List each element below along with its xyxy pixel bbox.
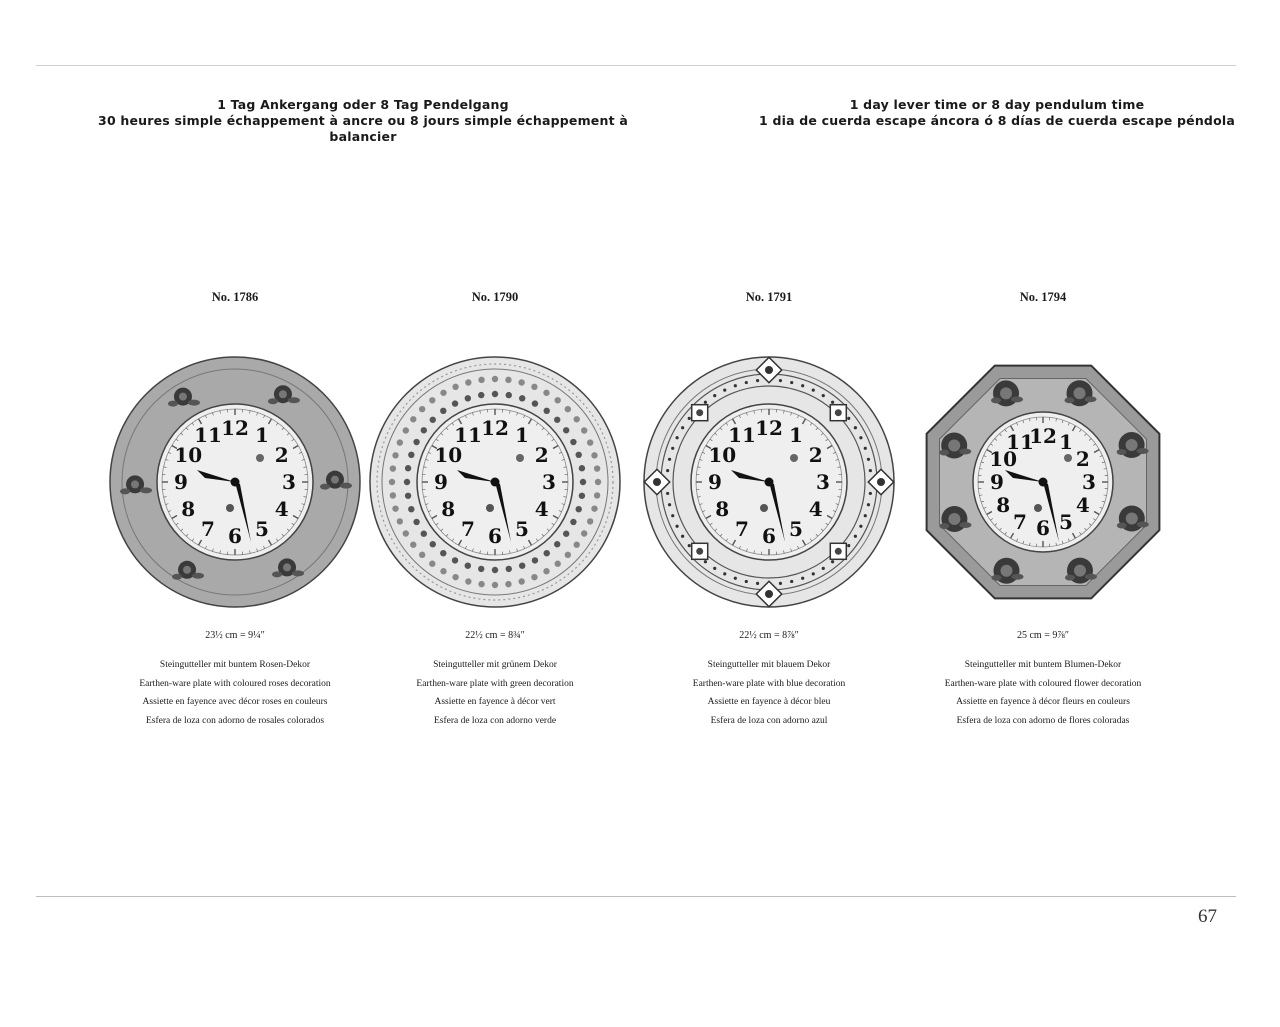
dial-numeral: 12: [755, 416, 783, 440]
wreath-leaf: [581, 530, 587, 536]
band-dot: [745, 580, 748, 583]
band-dot: [713, 567, 716, 570]
band-dot: [831, 560, 834, 563]
band-dot: [831, 401, 834, 404]
wreath-leaf: [452, 384, 458, 390]
product-1791: [629, 290, 909, 730]
band-dot: [847, 417, 850, 420]
band-dot: [801, 577, 804, 580]
winding-hole: [226, 504, 234, 512]
band-dot: [734, 384, 737, 387]
band-dot: [671, 447, 674, 450]
description-english: Earthen-ware plate with green decoration: [416, 678, 574, 689]
winding-hole: [760, 504, 768, 512]
dial-numeral: 1: [255, 423, 269, 448]
center-pin: [491, 478, 500, 487]
wreath-leaf: [419, 406, 425, 412]
wreath-leaf: [413, 439, 419, 445]
wreath-leaf: [570, 519, 576, 525]
dial-numeral: 5: [789, 516, 803, 541]
wreath-leaf: [492, 582, 498, 588]
wreath-leaf: [518, 379, 524, 385]
product-number: No. 1791: [745, 290, 793, 304]
wreath-leaf: [575, 506, 581, 512]
wreath-leaf: [574, 542, 580, 548]
description-german: Steingutteller mit grünem Dekor: [433, 660, 557, 670]
winding-hole: [516, 454, 524, 462]
wreath-leaf: [452, 557, 458, 563]
product-1794: [903, 290, 1183, 730]
wreath-leaf: [390, 465, 396, 471]
dial-numeral: 12: [221, 416, 249, 440]
wreath-leaf: [408, 452, 414, 458]
band-dot: [666, 492, 669, 495]
description-german: Steingutteller mit buntem Blumen-Dekor: [964, 660, 1122, 670]
wreath-leaf: [392, 452, 398, 458]
dial-numeral: 9: [174, 470, 188, 494]
band-dot: [713, 394, 716, 397]
center-pin: [231, 478, 240, 487]
band-dot: [859, 436, 862, 439]
wreath-leaf: [390, 492, 396, 498]
dial-numeral: 6: [762, 524, 776, 548]
wreath-leaf: [404, 479, 410, 485]
wreath-leaf: [492, 567, 498, 573]
wreath-leaf: [440, 550, 446, 556]
wreath-leaf: [575, 452, 581, 458]
dial-numeral: 7: [201, 516, 215, 541]
winding-hole: [256, 454, 264, 462]
wreath-leaf: [544, 408, 550, 414]
wreath-leaf: [392, 505, 398, 511]
dial-numeral: 11: [1006, 430, 1034, 455]
wreath-leaf: [452, 400, 458, 406]
dial-numeral: 1: [789, 423, 803, 448]
wreath-leaf: [518, 578, 524, 584]
wreath-leaf: [591, 505, 597, 511]
header-english-spanish: [697, 97, 1280, 129]
band-dot: [671, 514, 674, 517]
band-dot: [847, 544, 850, 547]
wreath-leaf: [594, 492, 600, 498]
wreath-leaf: [440, 568, 446, 574]
dial-numeral: 6: [1036, 516, 1050, 540]
wreath-leaf: [554, 541, 560, 547]
band-dot: [790, 381, 793, 384]
band-dot: [779, 379, 782, 382]
wreath-leaf: [544, 550, 550, 556]
wreath-leaf: [440, 390, 446, 396]
band-dot: [854, 535, 857, 538]
dial-numeral: 3: [816, 470, 830, 494]
dial-numeral: 9: [990, 470, 1004, 494]
dial-numeral: 2: [274, 443, 289, 467]
wreath-leaf: [532, 400, 538, 406]
winding-hole: [486, 504, 494, 512]
wreath-leaf: [587, 439, 593, 445]
wreath-leaf: [543, 568, 549, 574]
product-size: 25 cm = 9⅞″: [1016, 630, 1070, 641]
wreath-leaf: [570, 439, 576, 445]
dial-numeral: 5: [515, 516, 529, 541]
dial-numeral: 11: [454, 423, 482, 448]
description-german: Steingutteller mit buntem Rosen-Dekor: [159, 660, 311, 670]
wreath-leaf: [478, 566, 484, 572]
description-german: Steingutteller mit blauem Dekor: [707, 660, 831, 670]
wreath-leaf: [492, 391, 498, 397]
wreath-leaf: [397, 439, 403, 445]
band-dot: [688, 417, 691, 420]
description-spanish: Esfera de loza con adorno verde: [433, 715, 557, 726]
dial-numeral: 3: [1082, 470, 1096, 494]
dial-numeral: 5: [255, 516, 269, 541]
product-number: No. 1790: [471, 290, 519, 304]
wreath-leaf: [591, 452, 597, 458]
header-right-line2: 1 dia de cuerda escape áncora ó 8 días de cuerda escape péndola: [759, 113, 1235, 128]
product-1786: [95, 290, 375, 730]
wreath-leaf: [531, 384, 537, 390]
description-french: Assiette en fayence à décor vert: [434, 697, 556, 707]
wreath-leaf: [581, 427, 587, 433]
product-descriptions: [903, 656, 1183, 730]
wreath-leaf: [465, 578, 471, 584]
product-1790: [355, 290, 635, 730]
band-dot: [864, 514, 867, 517]
band-dot: [676, 436, 679, 439]
band-dot: [867, 458, 870, 461]
header-german-french: [63, 97, 663, 145]
band-dot: [790, 580, 793, 583]
dial-numeral: 8: [181, 497, 196, 521]
wreath-leaf: [579, 465, 585, 471]
wreath-leaf: [419, 552, 425, 558]
dial-numeral: 7: [735, 516, 749, 541]
dial-numeral: 2: [534, 443, 549, 467]
winding-hole: [1034, 504, 1042, 512]
description-english: Earthen-ware plate with blue decoration: [692, 678, 846, 689]
wreath-leaf: [505, 377, 511, 383]
dial-numeral: 11: [728, 423, 756, 448]
band-dot: [704, 401, 707, 404]
winding-hole: [790, 454, 798, 462]
product-descriptions: [95, 656, 375, 730]
band-dot: [723, 572, 726, 575]
dial-numeral: 8: [715, 497, 730, 521]
dial-numeral: 4: [274, 497, 289, 521]
wreath-leaf: [421, 531, 427, 537]
band-dot: [676, 525, 679, 528]
band-dot: [864, 447, 867, 450]
dial-numeral: 7: [461, 516, 475, 541]
wreath-leaf: [452, 574, 458, 580]
dial-numeral: 12: [1029, 424, 1057, 448]
wreath-leaf: [478, 581, 484, 587]
wreath-leaf: [429, 561, 435, 567]
wreath-leaf: [429, 397, 435, 403]
dial-numeral: 3: [542, 470, 556, 494]
wreath-leaf: [554, 417, 560, 423]
center-pin: [1039, 478, 1048, 487]
band-dot: [723, 389, 726, 392]
wreath-leaf: [555, 561, 561, 567]
winding-hole: [1064, 454, 1072, 462]
wreath-leaf: [421, 427, 427, 433]
wreath-leaf: [505, 581, 511, 587]
clock-illustration: [639, 352, 899, 612]
wreath-leaf: [405, 493, 411, 499]
clock-plate-image: [639, 352, 899, 612]
wreath-leaf: [595, 479, 601, 485]
band-dot: [812, 389, 815, 392]
wreath-leaf: [574, 416, 580, 422]
dial-numeral: 6: [488, 524, 502, 548]
wreath-leaf: [492, 376, 498, 382]
band-dot: [681, 535, 684, 538]
product-descriptions: [355, 656, 635, 730]
band-dot: [779, 582, 782, 585]
wreath-leaf: [594, 465, 600, 471]
wreath-leaf: [440, 408, 446, 414]
description-french: Assiette en fayence avec décor roses en couleurs: [142, 697, 328, 707]
wreath-leaf: [580, 479, 586, 485]
clock-illustration: [365, 352, 625, 612]
band-dot: [869, 469, 872, 472]
dial-numeral: 7: [1013, 509, 1027, 534]
band-dot: [745, 381, 748, 384]
wreath-leaf: [465, 562, 471, 568]
wreath-leaf: [410, 416, 416, 422]
dial-numeral: 1: [515, 423, 529, 448]
wreath-leaf: [519, 562, 525, 568]
band-dot: [668, 458, 671, 461]
wreath-leaf: [531, 574, 537, 580]
center-pin: [765, 478, 774, 487]
band-dot: [812, 572, 815, 575]
band-dot: [756, 582, 759, 585]
clock-illustration: [105, 352, 365, 612]
band-dot: [756, 379, 759, 382]
wreath-leaf: [563, 427, 569, 433]
wreath-leaf: [478, 392, 484, 398]
wreath-leaf: [565, 406, 571, 412]
wreath-leaf: [579, 493, 585, 499]
description-french: Assiette en fayence à décor bleu: [707, 697, 831, 707]
wreath-leaf: [405, 465, 411, 471]
dial-numeral: 8: [441, 497, 456, 521]
wreath-leaf: [506, 392, 512, 398]
product-size: 22½ cm = 8¾″: [465, 630, 525, 641]
product-size: 22½ cm = 8⅞″: [739, 630, 799, 641]
description-english: Earthen-ware plate with coloured roses decoration: [139, 678, 331, 689]
dial-numeral: 10: [708, 443, 737, 467]
dial-numeral: 10: [434, 443, 463, 467]
product-number: No. 1786: [211, 290, 259, 304]
clock-illustration: [913, 352, 1173, 612]
wreath-leaf: [506, 566, 512, 572]
wreath-leaf: [403, 530, 409, 536]
band-dot: [688, 544, 691, 547]
wreath-leaf: [587, 518, 593, 524]
product-number: No. 1794: [1019, 290, 1067, 304]
header-right-line1: 1 day lever time or 8 day pendulum time: [849, 97, 1145, 112]
wreath-leaf: [563, 531, 569, 537]
wreath-leaf: [565, 552, 571, 558]
dial-numeral: 6: [228, 524, 242, 548]
band-dot: [681, 426, 684, 429]
band-dot: [704, 560, 707, 563]
band-dot: [822, 567, 825, 570]
dial-numeral: 4: [1075, 493, 1090, 517]
description-spanish: Esfera de loza con adorno azul: [710, 715, 828, 726]
wreath-leaf: [465, 379, 471, 385]
wreath-leaf: [430, 541, 436, 547]
dial-numeral: 11: [194, 423, 222, 448]
description-spanish: Esfera de loza con adorno de flores coloradas: [956, 715, 1130, 726]
band-dot: [801, 384, 804, 387]
wreath-leaf: [465, 395, 471, 401]
description-spanish: Esfera de loza con adorno de rosales colorados: [145, 715, 325, 726]
dial-numeral: 5: [1059, 509, 1073, 534]
wreath-leaf: [430, 417, 436, 423]
page-number: 67: [1198, 906, 1217, 927]
band-dot: [822, 394, 825, 397]
dial-numeral: 4: [534, 497, 549, 521]
wreath-leaf: [403, 427, 409, 433]
wreath-leaf: [532, 557, 538, 563]
band-dot: [859, 525, 862, 528]
dial-numeral: 1: [1059, 430, 1073, 455]
band-dot: [734, 577, 737, 580]
header-left-line1: 1 Tag Ankergang oder 8 Tag Pendelgang: [217, 97, 509, 112]
wreath-leaf: [519, 395, 525, 401]
dial-numeral: 10: [174, 443, 203, 467]
wreath-leaf: [555, 397, 561, 403]
description-english: Earthen-ware plate with coloured flower decoration: [944, 678, 1142, 689]
product-size: 23½ cm = 9¼″: [205, 630, 265, 641]
dial-numeral: 12: [481, 416, 509, 440]
wreath-leaf: [397, 518, 403, 524]
band-dot: [869, 492, 872, 495]
dial-numeral: 2: [808, 443, 823, 467]
band-dot: [867, 503, 870, 506]
wreath-leaf: [478, 377, 484, 383]
clock-plate-image: [365, 352, 625, 612]
dial-numeral: 3: [282, 470, 296, 494]
description-french: Assiette en fayence à décor fleurs en couleurs: [956, 697, 1130, 707]
wreath-leaf: [389, 479, 395, 485]
dial-numeral: 9: [708, 470, 722, 494]
wreath-leaf: [413, 519, 419, 525]
dial-numeral: 9: [434, 470, 448, 494]
dial-numeral: 10: [989, 447, 1018, 471]
dial-numeral: 4: [808, 497, 823, 521]
wreath-leaf: [543, 390, 549, 396]
dial-numeral: 2: [1075, 447, 1090, 471]
header-left-line2: 30 heures simple échappement à ancre ou 8 jours simple échappement à balancier: [98, 113, 628, 144]
wreath-leaf: [408, 506, 414, 512]
band-dot: [854, 426, 857, 429]
product-descriptions: [629, 656, 909, 730]
band-dot: [668, 503, 671, 506]
clock-plate-image: [913, 352, 1173, 612]
dial-numeral: 8: [996, 493, 1011, 517]
band-dot: [666, 469, 669, 472]
wreath-leaf: [410, 542, 416, 548]
clock-plate-image: [105, 352, 365, 612]
